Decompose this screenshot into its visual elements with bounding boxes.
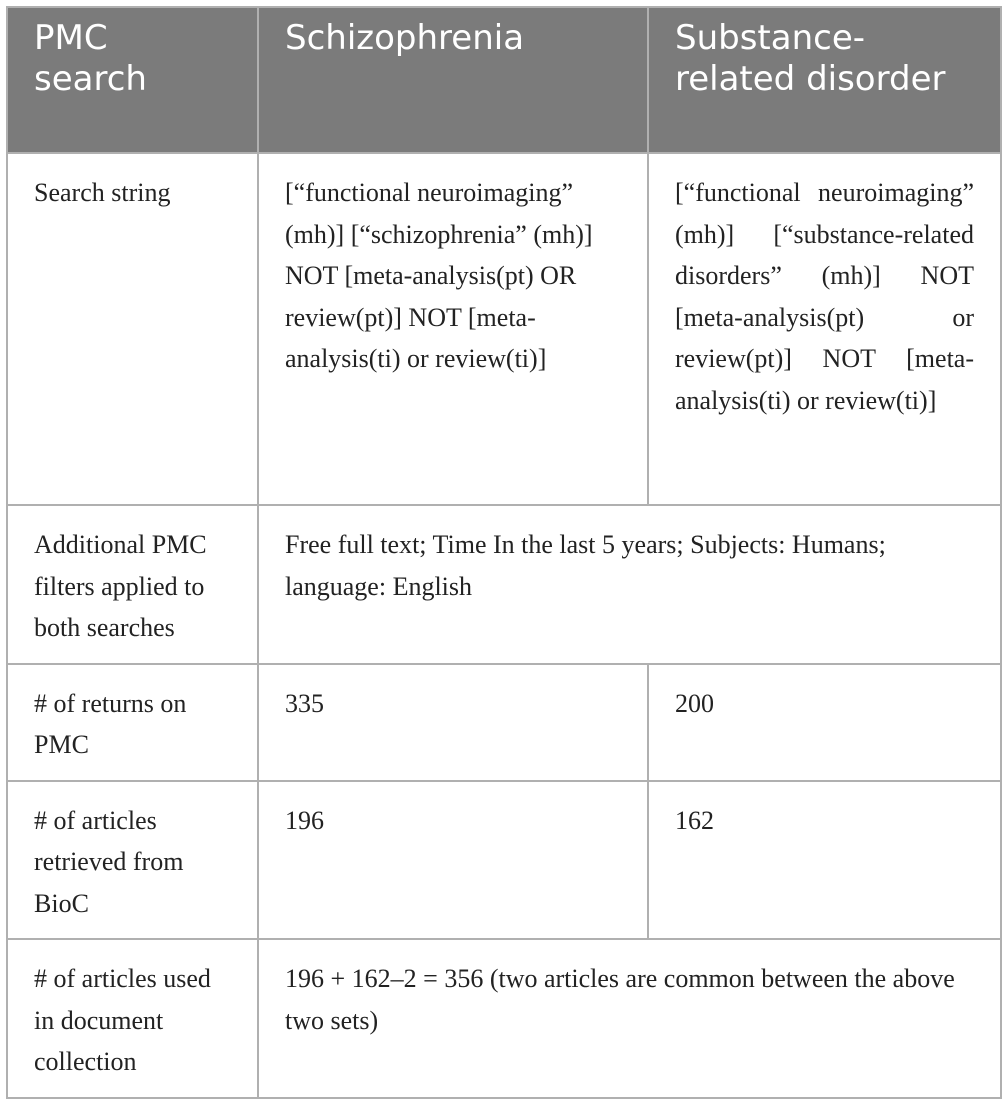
- row-label-returns: # of returns on PMC: [7, 664, 258, 781]
- row-label-search-string: Search string: [7, 153, 258, 505]
- table-row-filters: [7, 505, 1001, 664]
- row-label-bioc: # of articles retrieved from BioC: [7, 781, 258, 940]
- pmc-search-table: [6, 6, 1002, 1099]
- cell-filters-value: Free full text; Time In the last 5 years; Subjects: Humans; language: English: [258, 505, 1001, 664]
- row-label-collection: # of articles used in document collection: [7, 939, 258, 1098]
- header-pmc-search: PMC search: [7, 7, 258, 153]
- cell-substance-bioc: 162: [648, 781, 1001, 940]
- header-row: [7, 7, 1001, 153]
- cell-substance-returns: 200: [648, 664, 1001, 781]
- cell-substance-search-string: [“functional neuroimaging” (mh)] [“substance-related disorders” (mh)] NOT [meta-analysis(pt) or review(pt)] NOT [meta-analysis(ti) or review(ti)]: [648, 153, 1001, 505]
- cell-collection-value: 196 + 162–2 = 356 (two articles are common between the above two sets): [258, 939, 1001, 1098]
- cell-schizophrenia-search-string: [“functional neuroimaging” (mh)] [“schizophrenia” (mh)] NOT [meta-analysis(pt) OR review(pt)] NOT [meta-analysis(ti) or review(ti)]: [258, 153, 648, 505]
- table-row-bioc: [7, 781, 1001, 940]
- cell-schizophrenia-returns: 335: [258, 664, 648, 781]
- table-row-collection: [7, 939, 1001, 1098]
- row-label-filters: Additional PMC filters applied to both searches: [7, 505, 258, 664]
- header-schizophrenia: Schizophrenia: [258, 7, 648, 153]
- table-row-search-string: [7, 153, 1001, 505]
- header-substance-related-disorder: Substance-related disorder: [648, 7, 1001, 153]
- cell-schizophrenia-bioc: 196: [258, 781, 648, 940]
- table-row-returns: [7, 664, 1001, 781]
